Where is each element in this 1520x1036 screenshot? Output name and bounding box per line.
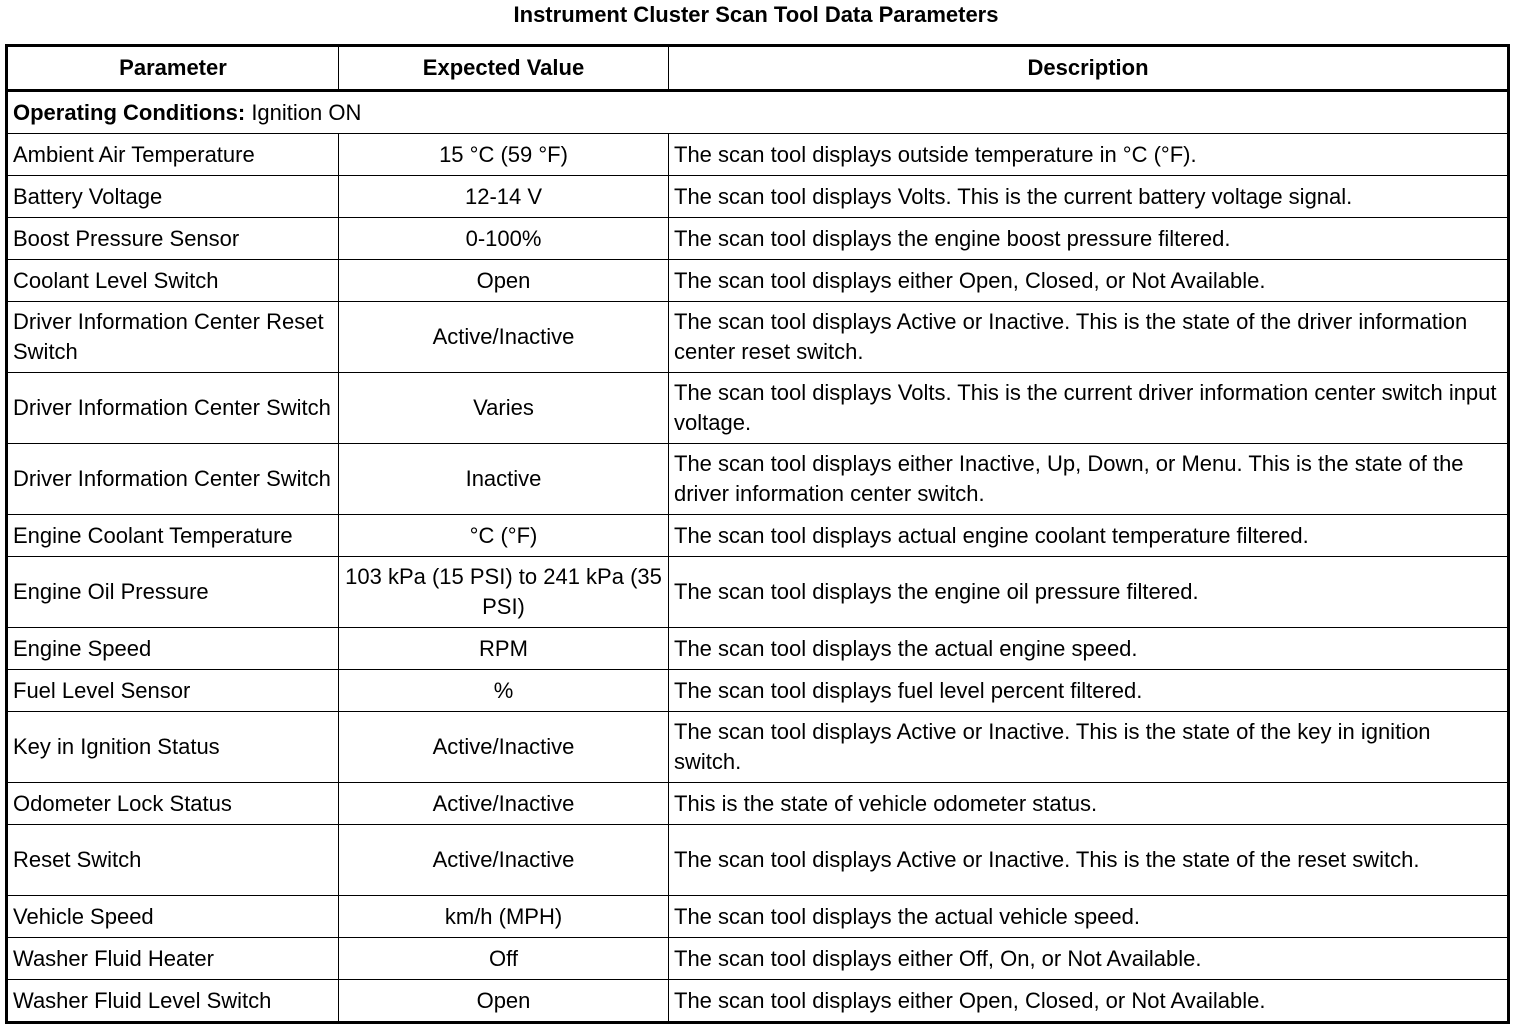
description-cell: The scan tool displays either Open, Closed, or Not Available. (669, 260, 1509, 302)
expected-value-cell: Active/Inactive (339, 783, 669, 825)
parameters-table (5, 44, 1510, 1024)
description-cell: The scan tool displays Volts. This is the current driver information center switch input voltage. (669, 373, 1509, 444)
parameter-cell: Engine Speed (7, 628, 339, 670)
table-row (7, 515, 1509, 557)
table-row (7, 444, 1509, 515)
parameter-cell: Fuel Level Sensor (7, 670, 339, 712)
description-cell: The scan tool displays actual engine coolant temperature filtered. (669, 515, 1509, 557)
expected-value-cell: °C (°F) (339, 515, 669, 557)
parameter-cell: Coolant Level Switch (7, 260, 339, 302)
column-header-description: Description (669, 46, 1509, 91)
table-row (7, 557, 1509, 628)
description-cell: The scan tool displays the engine oil pressure filtered. (669, 557, 1509, 628)
expected-value-cell: 103 kPa (15 PSI) to 241 kPa (35 PSI) (339, 557, 669, 628)
parameter-cell: Driver Information Center Switch (7, 444, 339, 515)
description-cell: The scan tool displays fuel level percent filtered. (669, 670, 1509, 712)
expected-value-cell: Active/Inactive (339, 302, 669, 373)
parameter-cell: Boost Pressure Sensor (7, 218, 339, 260)
column-header-expected-value: Expected Value (339, 46, 669, 91)
parameter-cell: Reset Switch (7, 825, 339, 896)
expected-value-cell: Inactive (339, 444, 669, 515)
parameter-cell: Driver Information Center Switch (7, 373, 339, 444)
operating-conditions-value: Ignition ON (245, 99, 362, 125)
parameter-cell: Engine Coolant Temperature (7, 515, 339, 557)
table-row (7, 134, 1509, 176)
description-cell: The scan tool displays the actual vehicle speed. (669, 896, 1509, 938)
expected-value-cell: 15 °C (59 °F) (339, 134, 669, 176)
table-row (7, 218, 1509, 260)
expected-value-cell: km/h (MPH) (339, 896, 669, 938)
description-cell: The scan tool displays the engine boost pressure filtered. (669, 218, 1509, 260)
parameter-cell: Battery Voltage (7, 176, 339, 218)
expected-value-cell: % (339, 670, 669, 712)
description-cell: The scan tool displays the actual engine speed. (669, 628, 1509, 670)
expected-value-cell: 0-100% (339, 218, 669, 260)
table-header-row (7, 46, 1509, 91)
description-cell: The scan tool displays either Open, Closed, or Not Available. (669, 980, 1509, 1023)
parameter-cell: Washer Fluid Heater (7, 938, 339, 980)
column-header-parameter: Parameter (7, 46, 339, 91)
table-row (7, 176, 1509, 218)
parameter-cell: Driver Information Center Reset Switch (7, 302, 339, 373)
expected-value-cell: Active/Inactive (339, 712, 669, 783)
table-row (7, 373, 1509, 444)
table-row (7, 260, 1509, 302)
description-cell: This is the state of vehicle odometer status. (669, 783, 1509, 825)
description-cell: The scan tool displays either Off, On, or Not Available. (669, 938, 1509, 980)
expected-value-cell: Open (339, 980, 669, 1023)
expected-value-cell: 12-14 V (339, 176, 669, 218)
table-row (7, 825, 1509, 896)
parameter-cell: Ambient Air Temperature (7, 134, 339, 176)
description-cell: The scan tool displays Active or Inactive. This is the state of the key in ignition switch. (669, 712, 1509, 783)
expected-value-cell: Active/Inactive (339, 825, 669, 896)
table-row (7, 712, 1509, 783)
description-cell: The scan tool displays Active or Inactive. This is the state of the reset switch. (669, 825, 1509, 896)
description-cell: The scan tool displays Active or Inactive. This is the state of the driver information center reset switch. (669, 302, 1509, 373)
expected-value-cell: Varies (339, 373, 669, 444)
description-cell: The scan tool displays either Inactive, Up, Down, or Menu. This is the state of the driver information center switch. (669, 444, 1509, 515)
table-row (7, 896, 1509, 938)
description-cell: The scan tool displays outside temperature in °C (°F). (669, 134, 1509, 176)
expected-value-cell: Open (339, 260, 669, 302)
table-row (7, 302, 1509, 373)
description-cell: The scan tool displays Volts. This is the current battery voltage signal. (669, 176, 1509, 218)
parameter-cell: Engine Oil Pressure (7, 557, 339, 628)
parameter-cell: Washer Fluid Level Switch (7, 980, 339, 1023)
operating-conditions-cell (7, 91, 1509, 134)
operating-conditions-label: Operating Conditions: (13, 99, 246, 125)
table-row (7, 783, 1509, 825)
expected-value-cell: RPM (339, 628, 669, 670)
table-row (7, 938, 1509, 980)
table-row (7, 670, 1509, 712)
table-row (7, 980, 1509, 1023)
parameter-cell: Odometer Lock Status (7, 783, 339, 825)
table-row (7, 628, 1509, 670)
expected-value-cell: Off (339, 938, 669, 980)
parameter-cell: Vehicle Speed (7, 896, 339, 938)
operating-conditions-row (7, 91, 1509, 134)
page-title: Instrument Cluster Scan Tool Data Parameters (513, 2, 999, 27)
parameter-cell: Key in Ignition Status (7, 712, 339, 783)
